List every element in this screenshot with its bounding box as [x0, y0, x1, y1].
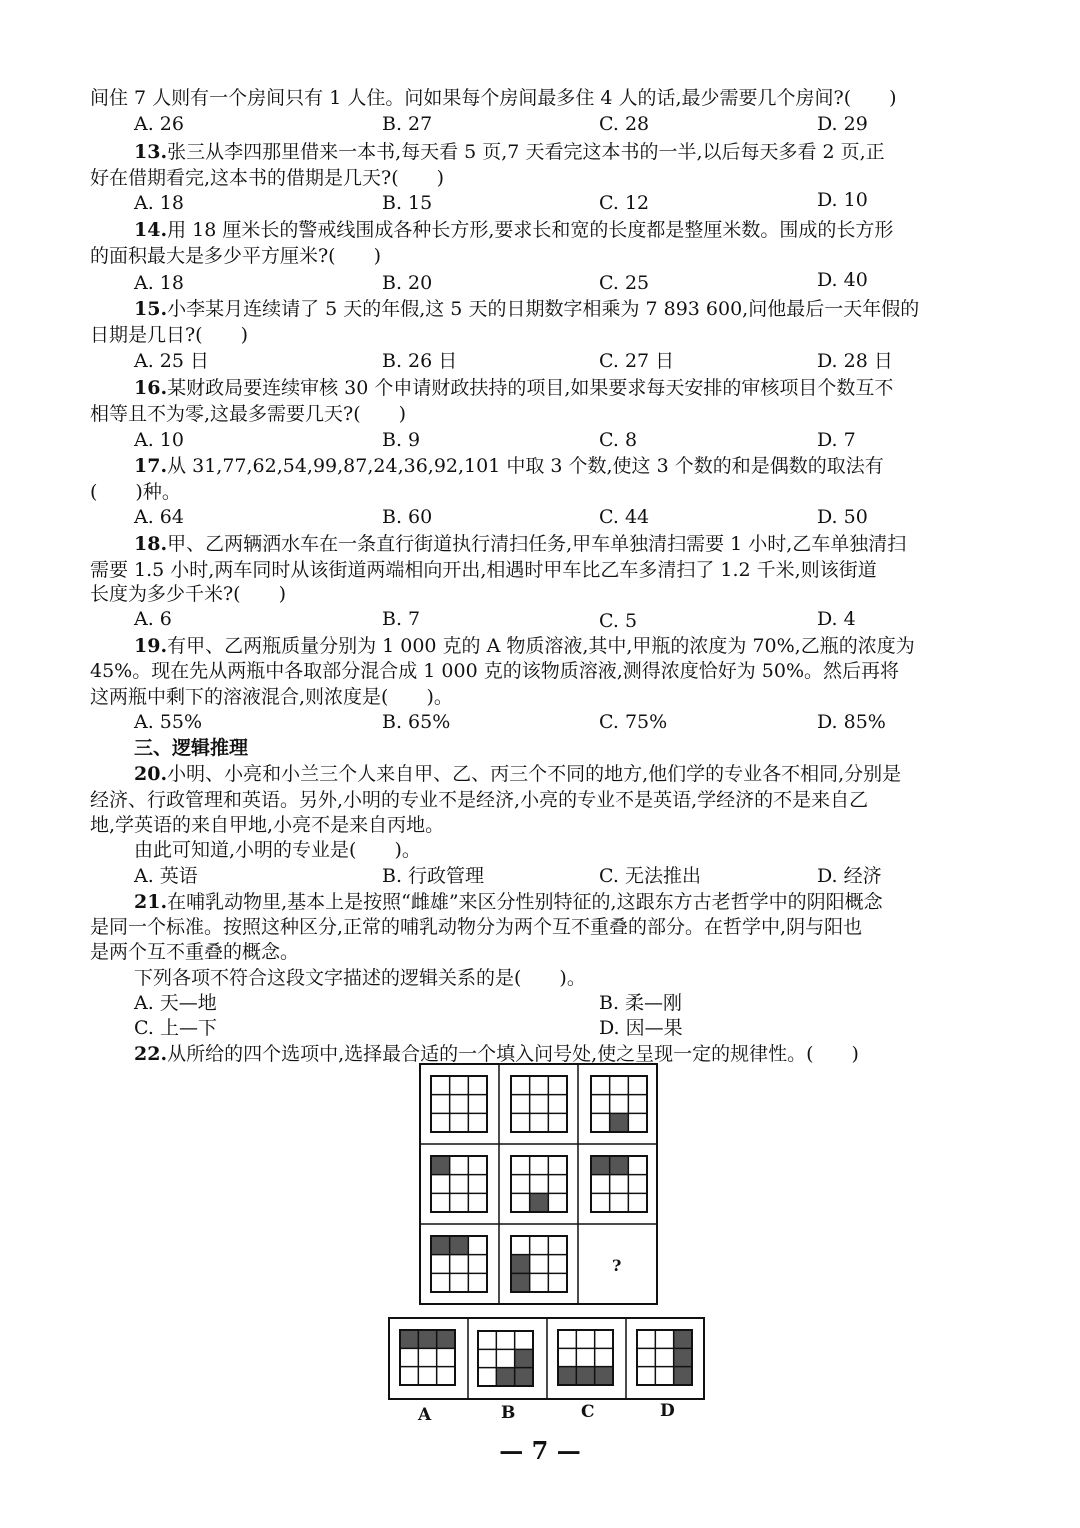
q22-choice-label-a: A [418, 1405, 432, 1425]
q18-option-a: A. 6 [134, 608, 172, 630]
q21-option-b: B. 柔—刚 [599, 992, 683, 1014]
q17-line2: ( )种。 [90, 481, 181, 503]
q17-option-b: B. 60 [382, 506, 433, 528]
q19-line3: 这两瓶中剩下的溶液混合,则浓度是( )。 [90, 686, 453, 708]
q19-number: 19. [134, 635, 168, 657]
shaded-cell [511, 1273, 530, 1292]
q13-number: 13. [134, 141, 168, 163]
q12-option-d: D. 29 [817, 113, 868, 135]
q14-option-c: C. 25 [599, 272, 650, 294]
q17-option-d: D. 50 [817, 506, 868, 528]
matrix-cell-2-1 [431, 1156, 487, 1212]
grid-frame [431, 1076, 487, 1132]
matrix-cell-2-2 [511, 1156, 567, 1212]
shaded-cell [450, 1236, 469, 1255]
shaded-cell [674, 1367, 692, 1385]
q16-option-b: B. 9 [382, 429, 421, 451]
q20-text: 小明、小亮和小兰三个人来自甲、乙、丙三个不同的地方,他们学的专业各不相同,分别是 [167, 763, 902, 785]
q21-option-a: A. 天—地 [134, 992, 217, 1014]
q21-line3: 是两个互不重叠的概念。 [90, 941, 300, 963]
shaded-cell [610, 1156, 629, 1175]
q17-option-c: C. 44 [599, 506, 650, 528]
q16-option-c: C. 8 [599, 429, 638, 451]
q15-option-d: D. 28 日 [817, 350, 893, 372]
shaded-cell [595, 1367, 613, 1385]
q18-text: 甲、乙两辆洒水车在一条直行街道执行清扫任务,甲车单独清扫需要 1 小时,乙车单独清扫 [167, 533, 907, 555]
shaded-cell [511, 1255, 530, 1274]
q19-option-a: A. 55% [134, 711, 203, 733]
q22-choice-label-d: D [660, 1401, 675, 1421]
q22-choice-label-b: B [501, 1403, 516, 1423]
matrix-cell-3-1 [431, 1236, 487, 1292]
matrix-cell-1-2 [511, 1076, 567, 1132]
shaded-cell [558, 1367, 576, 1385]
q20-line2: 经济、行政管理和英语。另外,小明的专业不是经济,小亮的专业不是英语,学经济的不是来自乙 [90, 789, 869, 811]
q18-line3: 长度为多少千米?( ) [90, 583, 287, 605]
grid-frame [511, 1076, 567, 1132]
q22-question-mark: ? [612, 1256, 622, 1275]
matrix-cell-2-3 [591, 1156, 647, 1212]
q13-text: 张三从李四那里借来一本书,每天看 5 页,7 天看完这本书的一半,以后每天多看 2 页,正 [167, 141, 885, 163]
q18-option-c: C. 5 [599, 610, 638, 632]
q14-option-d: D. 40 [817, 269, 868, 291]
q15-text: 小李某月连续请了 5 天的年假,这 5 天的日期数字相乘为 7 893 600,问他最后一天年假的 [167, 298, 920, 320]
q16-line2: 相等且不为零,这最多需要几天?( ) [90, 403, 407, 425]
shaded-cell [591, 1156, 610, 1175]
q17-option-a: A. 64 [134, 506, 184, 528]
matrix-cell-1-3 [591, 1076, 647, 1132]
q15-line2: 日期是几日?( ) [90, 324, 249, 346]
q22-number: 22. [134, 1043, 168, 1065]
q14-text: 用 18 厘米长的警戒线围成各种长方形,要求长和宽的长度都是整厘米数。围成的长方形 [167, 219, 894, 241]
q18-number: 18. [134, 533, 168, 555]
q22-choice-label-c: C [581, 1402, 595, 1422]
q14-option-b: B. 20 [382, 272, 433, 294]
choice-b-grid [478, 1331, 533, 1386]
q13-option-d: D. 10 [817, 189, 868, 211]
q20-number: 20. [134, 763, 168, 785]
q13-option-a: A. 18 [134, 192, 184, 214]
matrix-cell-3-2 [511, 1236, 567, 1292]
q20-option-b: B. 行政管理 [382, 865, 485, 887]
q12-option-c: C. 28 [599, 113, 650, 135]
shaded-cell [530, 1193, 549, 1212]
q20-option-c: C. 无法推出 [599, 865, 701, 887]
q12-option-a: A. 26 [134, 113, 184, 135]
q21-line2: 是同一个标准。按照这种区分,正常的哺乳动物分为两个互不重叠的部分。在哲学中,阴与阳也 [90, 916, 863, 938]
shaded-cell [437, 1330, 455, 1348]
q20-option-a: A. 英语 [134, 865, 198, 887]
q17-number: 17. [134, 455, 168, 477]
shaded-cell [431, 1156, 450, 1175]
q12-option-b: B. 27 [382, 113, 433, 135]
shaded-cell [674, 1330, 692, 1348]
q22-puzzle-matrix [420, 1064, 657, 1304]
q18-option-d: D. 4 [817, 608, 856, 630]
matrix-cell-1-1 [431, 1076, 487, 1132]
q19-option-d: D. 85% [817, 711, 886, 733]
choice-a-grid [400, 1330, 455, 1385]
shaded-cell [400, 1330, 418, 1348]
shaded-cell [515, 1368, 533, 1386]
q19-line2: 45%。现在先从两瓶中各取部分混合成 1 000 克的该物质溶液,测得浓度恰好为 50%。然后再将 [90, 660, 900, 682]
section-heading-logic: 三、逻辑推理 [134, 737, 249, 759]
matrix-frame [420, 1064, 657, 1304]
shaded-cell [496, 1368, 514, 1386]
q20-line4: 由此可知道,小明的专业是( )。 [134, 839, 421, 861]
q14-number: 14. [134, 219, 168, 241]
q15-option-a: A. 25 日 [134, 350, 210, 372]
q17-text: 从 31,77,62,54,99,87,24,36,92,101 中取 3 个数,使这 3 个数的和是偶数的取法有 [167, 455, 884, 477]
q16-option-a: A. 10 [134, 429, 184, 451]
shaded-cell [610, 1113, 629, 1132]
q13-option-b: B. 15 [382, 192, 433, 214]
q15-option-c: C. 27 日 [599, 350, 675, 372]
q19-text: 有甲、乙两瓶质量分别为 1 000 克的 A 物质溶液,其中,甲瓶的浓度为 70%,乙瓶的浓度为 [167, 635, 915, 657]
shaded-cell [418, 1330, 436, 1348]
q21-option-c: C. 上—下 [134, 1017, 217, 1039]
q19-option-c: C. 75% [599, 711, 668, 733]
q21-text: 在哺乳动物里,基本上是按照“雌雄”来区分性别特征的,这跟东方古老哲学中的阴阳概念 [167, 891, 883, 913]
shaded-cell [576, 1367, 594, 1385]
page-number: — 7 — [499, 1436, 581, 1465]
q16-number: 16. [134, 377, 168, 399]
q14-option-a: A. 18 [134, 272, 184, 294]
q22-text: 从所给的四个选项中,选择最合适的一个填入问号处,使之呈现一定的规律性。( ) [167, 1043, 859, 1065]
choice-d-grid [637, 1330, 692, 1385]
q13-option-c: C. 12 [599, 192, 650, 214]
q15-option-b: B. 26 日 [382, 350, 458, 372]
shaded-cell [431, 1236, 450, 1255]
q16-text: 某财政局要连续审核 30 个申请财政扶持的项目,如果要求每天安排的审核项目个数互不 [167, 377, 894, 399]
q21-line4: 下列各项不符合这段文字描述的逻辑关系的是( )。 [134, 967, 586, 989]
q13-line2: 好在借期看完,这本书的借期是几天?( ) [90, 167, 445, 189]
q12-text: 间住 7 人则有一个房间只有 1 人住。问如果每个房间最多住 4 人的话,最少需要几个房间?( ) [90, 87, 897, 109]
q19-option-b: B. 65% [382, 711, 451, 733]
q18-line2: 需要 1.5 小时,两车同时从该街道两端相向开出,相遇时甲车比乙车多清扫了 1.2 千米,则该街道 [90, 559, 877, 581]
q21-number: 21. [134, 891, 168, 913]
q14-line2: 的面积最大是多少平方厘米?( ) [90, 245, 382, 267]
choice-c-grid [558, 1330, 613, 1385]
shaded-cell [674, 1348, 692, 1366]
shaded-cell [515, 1349, 533, 1367]
q18-option-b: B. 7 [382, 608, 421, 630]
q20-option-d: D. 经济 [817, 865, 882, 887]
q15-number: 15. [134, 298, 168, 320]
q21-option-d: D. 因—果 [599, 1017, 683, 1039]
q22-answer-choices [389, 1318, 704, 1399]
q20-line3: 地,学英语的来自甲地,小亮不是来自丙地。 [90, 814, 445, 836]
q16-option-d: D. 7 [817, 429, 856, 451]
